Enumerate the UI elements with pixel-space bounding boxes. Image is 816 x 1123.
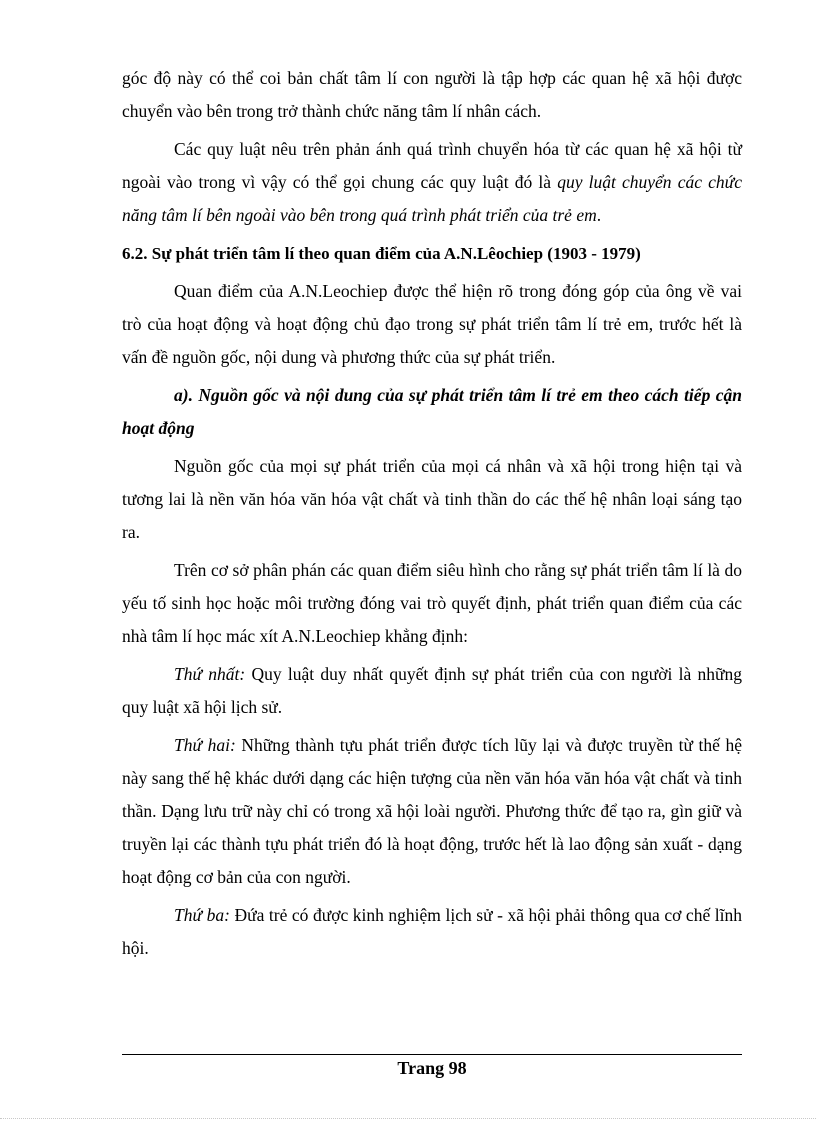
page-number: Trang 98	[397, 1058, 467, 1078]
item-text: Quy luật duy nhất quyết định sự phát triển của con người là những quy luật xã hội lịch sử.	[122, 664, 743, 717]
paragraph-quy-luat	[122, 133, 742, 232]
paragraph-end: .	[596, 205, 602, 225]
page-edge-dotted-line	[0, 1118, 816, 1119]
paragraph-continuation: góc độ này có thể coi bản chất tâm lí con người là tập hợp các quan hệ xã hội được chuyển vào bên trong trở thành chức năng tâm lí nhân cách.	[122, 68, 742, 121]
footer-divider	[122, 1054, 742, 1055]
section-heading-6-2: 6.2. Sự phát triển tâm lí theo quan điểm của A.N.Lêochiep (1903 - 1979)	[122, 244, 641, 263]
item-text: Những thành tựu phát triển được tích lũy lại và được truyền từ thế hệ này sang thế hệ khác dưới dạng các hiện tượng của nền văn hóa văn hóa vật chất và tinh thần. Dạng lưu trữ này chỉ có trong xã hội loài người. Phương thức để tạo ra, gìn giữ và truyền lại các thành tựu phát triển đó là hoạt động, trước hết là lao động sản xuất - dạng hoạt động cơ bản của con người.	[122, 735, 743, 887]
item-text: Đứa trẻ có được kinh nghiệm lịch sử - xã hội phải thông qua cơ chế lĩnh hội.	[122, 905, 742, 958]
paragraph-tren-co-so: Trên cơ sở phân phán các quan điểm siêu hình cho rằng sự phát triển tâm lí là do yếu tố sinh học hoặc môi trường đóng vai trò quyết định, phát triển quan điểm của các nhà tâm lí học mác xít A.N.Leochiep khẳng định:	[122, 560, 742, 646]
paragraph-thu-hai	[122, 729, 742, 894]
paragraph-thu-nhat	[122, 658, 742, 724]
item-label: Thứ nhất:	[174, 664, 246, 684]
subheading-a: a). Nguồn gốc và nội dung của sự phát triển tâm lí trẻ em theo cách tiếp cận hoạt động	[122, 385, 742, 438]
paragraph-quan-diem: Quan điểm của A.N.Leochiep được thể hiện rõ trong đóng góp của ông về vai trò của hoạt động và hoạt động chủ đạo trong sự phát triển tâm lí trẻ em, trước hết là vấn đề nguồn gốc, nội dung và phương thức của sự phát triển.	[122, 281, 742, 367]
item-label: Thứ ba:	[174, 905, 230, 925]
paragraph-text: Các quy luật nêu trên phản ánh quá trình chuyển hóa từ các quan hệ xã hội từ ngoài vào trong vì vậy có thể gọi chung các quy luật đó là	[122, 139, 742, 192]
paragraph-nguon-goc: Nguồn gốc của mọi sự phát triển của mọi cá nhân và xã hội trong hiện tại và tương lai là nền văn hóa văn hóa vật chất và tinh thần do các thế hệ nhân loại sáng tạo ra.	[122, 456, 742, 542]
italic-term: quy luật chuyển các chức năng tâm lí bên ngoài vào bên trong quá trình phát triển của trẻ em	[122, 172, 742, 225]
item-label: Thứ hai:	[174, 735, 236, 755]
document-body	[122, 62, 742, 965]
paragraph-thu-ba	[122, 899, 742, 965]
